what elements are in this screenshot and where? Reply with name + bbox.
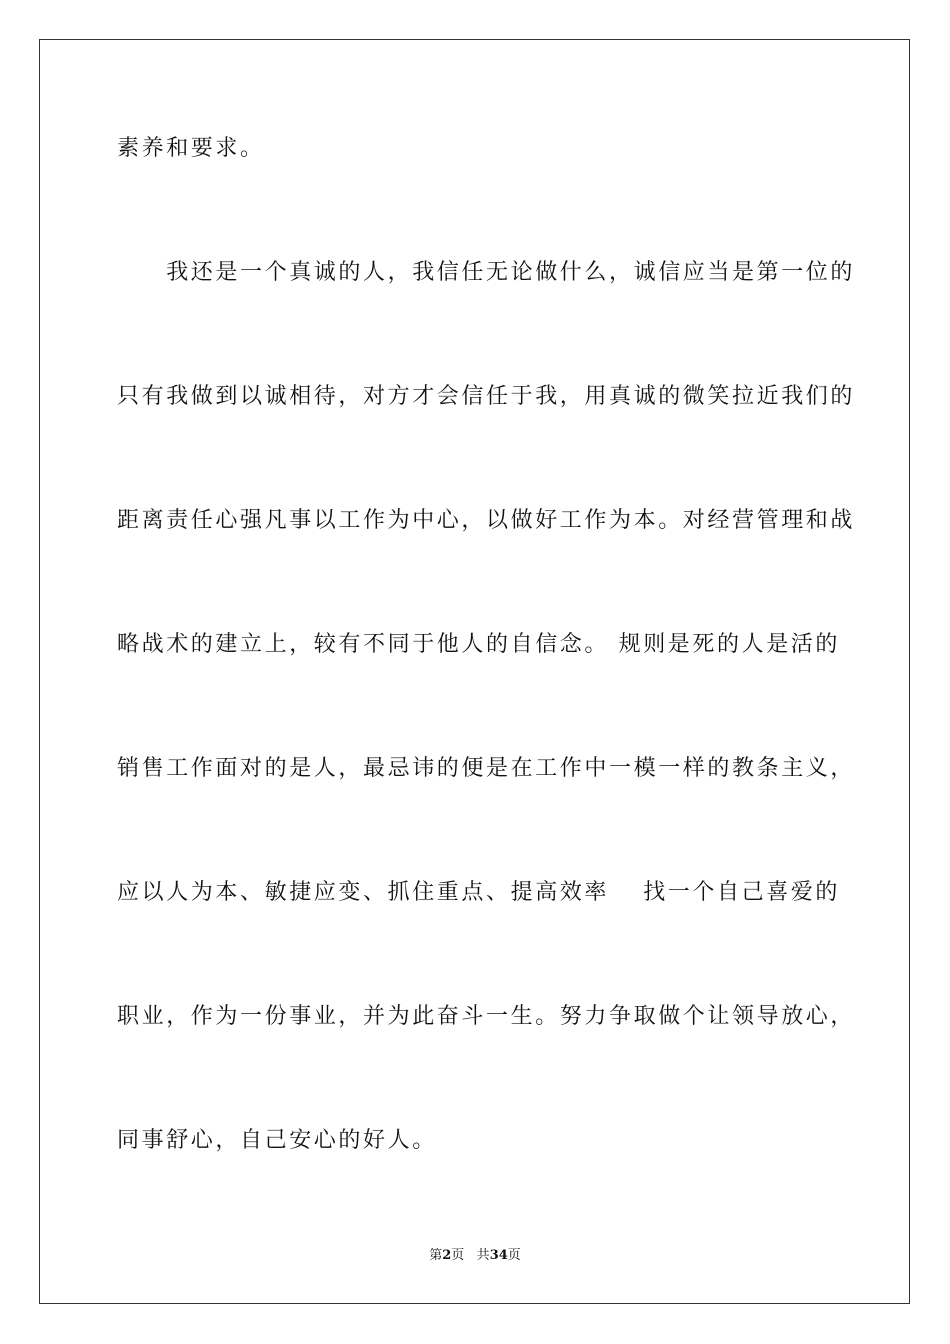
footer-total-label: 页 [507,1248,521,1263]
text-line: 只有我做到以诚相待，对方才会信任于我，用真诚的微笑拉近我们的 [117,384,856,409]
text-line: 应以人为本、敏捷应变、抓住重点、提高效率 找一个自己喜爱的 [117,880,840,905]
text-line: 同事舒心，自己安心的好人。 [117,1128,437,1153]
text-line: 略战术的建立上，较有不同于他人的自信念。 规则是死的人是活的 [117,632,840,657]
current-page-number: 2 [442,1248,452,1263]
text-line: 素养和要求。 [117,136,265,161]
total-page-count: 34 [489,1248,508,1263]
page-border [39,39,910,1304]
text-line: 销售工作面对的是人，最忌讳的便是在工作中一模一样的教条主义， [117,756,856,781]
footer-total-prefix: 共 [476,1248,490,1263]
text-line: 职业，作为一份事业，并为此奋斗一生。努力争取做个让领导放心， [117,1004,856,1029]
text-line: 距离责任心强凡事以工作为中心，以做好工作为本。对经营管理和战 [117,508,856,533]
footer-page-label: 页 [451,1248,465,1263]
page-footer [0,1247,950,1265]
text-line: 我还是一个真诚的人，我信任无论做什么，诚信应当是第一位的 [117,260,856,285]
footer-prefix: 第 [429,1248,443,1263]
